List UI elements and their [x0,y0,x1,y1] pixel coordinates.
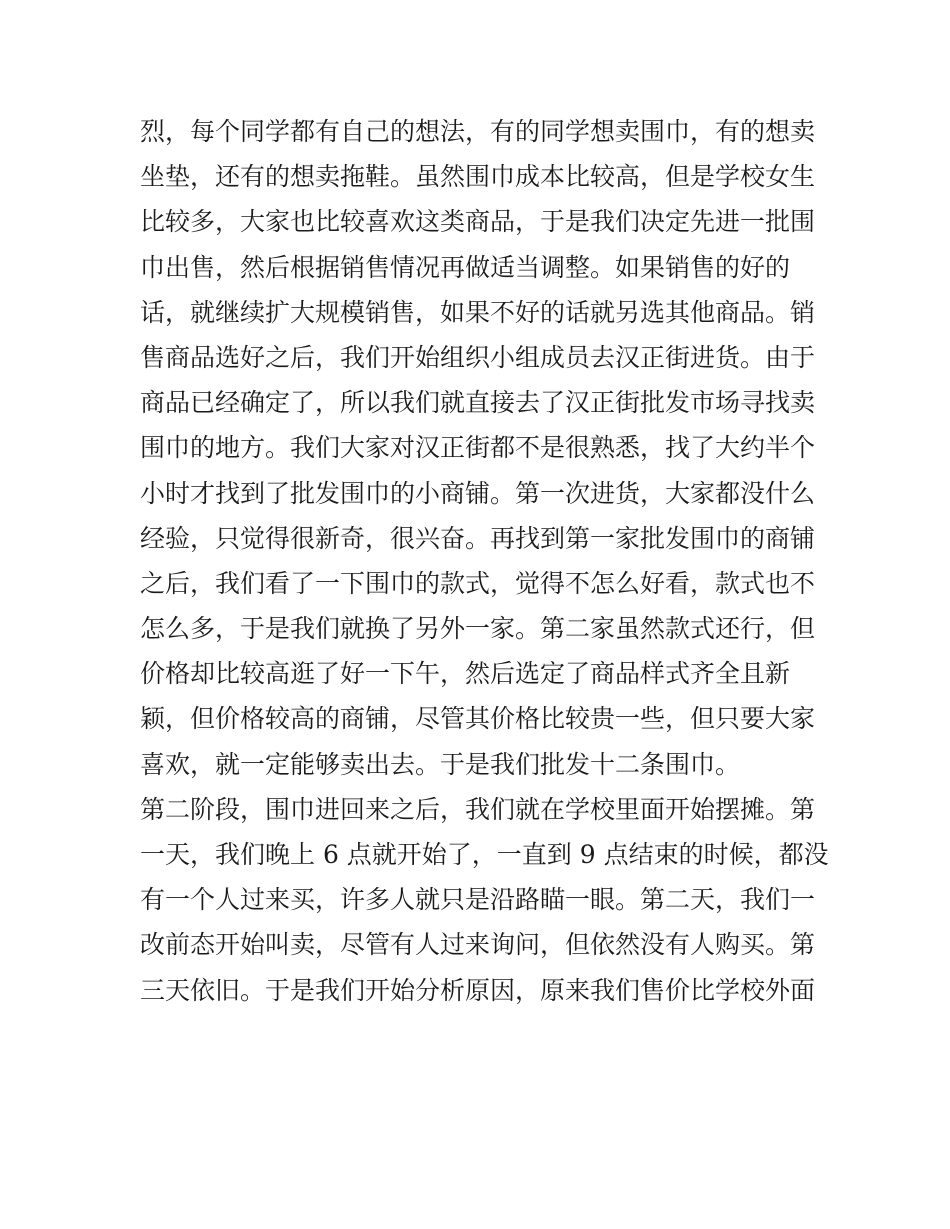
text-line: 烈，每个同学都有自己的想法，有的同学想卖围巾，有的想卖 [140,117,816,146]
text-line: 改前态开始叫卖，尽管有人过来询问，但依然没有人购买。第 [140,930,816,960]
text-line: 怎么多，于是我们就换了另外一家。第二家虽然款式还行，但 [140,614,816,644]
body-text [140,109,829,1013]
text-line: 商品已经确定了，所以我们就直接去了汉正街批发市场寻找卖 [140,388,816,418]
text-line: 小时才找到了批发围巾的小商铺。第一次进货，大家都没什么 [140,478,816,508]
text-line: 之后，我们看了一下围巾的款式，觉得不怎么好看，款式也不 [140,568,816,598]
text-line: 喜欢，就一定能够卖出去。于是我们批发十二条围巾。 [140,749,741,779]
text-line: 围巾的地方。我们大家对汉正街都不是很熟悉，找了大约半个 [140,433,816,463]
text-line: 经验，只觉得很新奇，很兴奋。再找到第一家批发围巾的商铺 [140,523,816,553]
text-line: 三天依旧。于是我们开始分析原因，原来我们售价比学校外面 [140,975,816,1005]
text-line: 巾出售，然后根据销售情况再做适当调整。如果销售的好的 [140,252,791,282]
text-line: 坐垫，还有的想卖拖鞋。虽然围巾成本比较高，但是学校女生 [140,162,816,192]
text-line: 第二阶段，围巾进回来之后，我们就在学校里面开始摆摊。第 [140,794,816,824]
text-line: 颖，但价格较高的商铺，尽管其价格比较贵一些，但只要大家 [140,704,816,734]
text-line: 售商品选好之后，我们开始组织小组成员去汉正街进货。由于 [140,342,816,372]
text-line: 一天，我们晚上 6 点就开始了，一直到 9 点结束的时候，都没 [140,840,829,869]
text-line: 有一个人过来买，许多人就只是沿路瞄一眼。第二天，我们一 [140,885,816,915]
text-line: 价格却比较高逛了好一下午，然后选定了商品样式齐全且新 [140,659,791,689]
text-line: 话，就继续扩大规模销售，如果不好的话就另选其他商品。销 [140,297,816,327]
text-line: 比较多，大家也比较喜欢这类商品，于是我们决定先进一批围 [140,207,816,237]
